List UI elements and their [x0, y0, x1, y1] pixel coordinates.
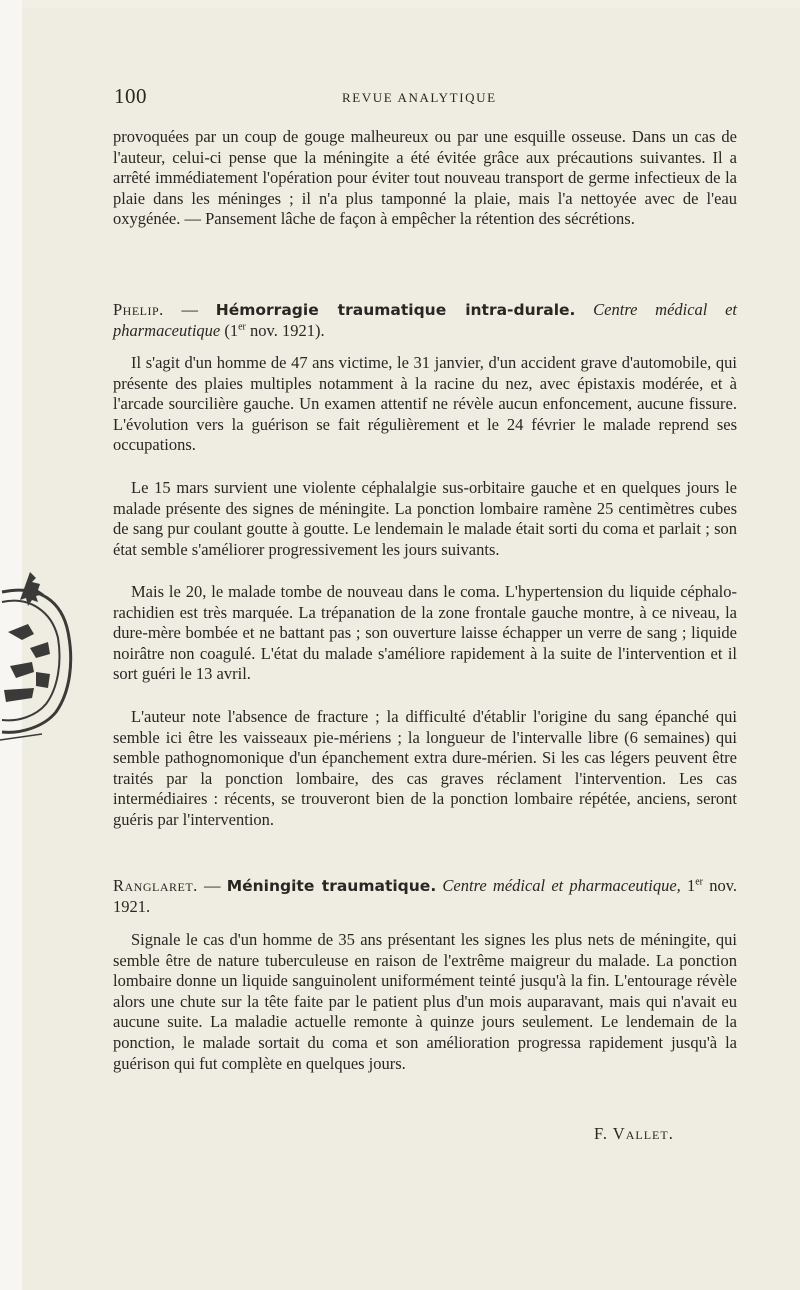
article-2-heading: [113, 876, 737, 917]
article-2-paragraph-1: Signale le cas d'un homme de 35 ans présentant les signes les plus nets de méningite, qui semble être de nature tuberculeuse en raison de l'extrême maigreur du malade. La ponction lombaire donne un liquide sanguinolent uniformément teinté jusqu'à la fin. L'entourage révèle alors une chute sur la tête faite par le patient plus d'un mois auparavant, mais qui n'avait eu aucune suite. La maladie actuelle remonte à quinze jours seulement. Le lendemain de la ponction, le malade sortait du coma et son amélioration progressa rapidement jusqu'à la guérison qui fut complète en quelques jours.: [113, 930, 737, 1073]
signature: F. Vallet.: [594, 1124, 674, 1143]
article-1-title: Hémorragie traumatique intra-durale.: [215, 301, 576, 319]
article-2-date-pre: 1: [680, 876, 696, 895]
article-1-paragraph-3: Mais le 20, le malade tombe de nouveau dans le coma. L'hypertension du liquide céphalo-rachidien est très marquée. La trépanation de la zone frontale gauche montre, à ce niveau, la dure-mère bombée et ne battant pas ; son ouverture laisse échapper un verre de sang ; liquide noirâtre non coagulé. L'état du malade s'améliore rapidement à la suite de l'intervention et il sort guéri le 13 avril.: [113, 582, 737, 684]
library-stamp-icon: [0, 562, 90, 742]
article-1-dash: —: [163, 300, 216, 319]
article-1-date-pre: (1: [220, 320, 239, 340]
article-2-title: Méningite traumatique.: [226, 877, 437, 895]
article-2-author: Ranglaret.: [113, 876, 198, 895]
article-1-date-sup: er: [238, 321, 246, 333]
article-2-dash: —: [197, 876, 227, 895]
article-1-paragraph-2: Le 15 mars survient une violente céphalalgie sus-orbitaire gauche et en quelques jours le malade présente des signes de méningite. La ponction lombaire ramène 25 centimètres cubes de sang pur coulant goutte à goutte. Le lendemain le malade était sorti du coma et parlait ; son état semble s'améliorer progressivement les jours suivants.: [113, 478, 737, 559]
page-number: 100: [114, 84, 147, 108]
article-1-paragraph-4: L'auteur note l'absence de fracture ; la difficulté d'établir l'origine du sang épanché qui semble ici être les vaisseaux pie-mériens ; la longueur de l'intervalle libre (6 semaines) qui semble pathognomonique d'un épanchement extra dure-mérien. Si les cas légers peuvent être traités par la ponction lombaire, des cas graves réclament l'intervention. Les cas intermédiaires : récents, se trouveront bien de la ponction lombaire répétée, anciens, seront guéris par l'intervention.: [113, 707, 737, 829]
article-1-author: Phelip.: [113, 300, 164, 319]
article-1-date-post: nov. 1921).: [245, 320, 325, 340]
article-1-paragraph-1: Il s'agit d'un homme de 47 ans victime, le 31 janvier, d'un accident grave d'automobile, qui présente des plaies multiples notamment à la racine du nez, avec épistaxis modérée, et à l'arcade sourcilière gauche. Un examen attentif ne révèle aucun enfoncement, aucune fissure. L'évolution vers la guérison se fait régulièrement et le 24 février le malade reprend ses occupations.: [113, 353, 737, 455]
running-head: REVUE ANALYTIQUE: [342, 90, 497, 105]
article-2-journal: Centre médical et pharmaceutique,: [442, 876, 681, 895]
article-1-journal: Centre médical et pharmaceutique: [113, 300, 738, 340]
article-1-heading: [113, 300, 737, 341]
intro-paragraph: provoquées par un coup de gouge malheureux ou par une esquille osseuse. Dans un cas de l'auteur, celui-ci pense que la méningite a été évitée grâce aux précautions suivantes. Il a arrêté immédiatement l'opération pour éviter tout nouveau transport de germe infectieux de la plaie dans les méninges ; il n'a plus tamponné la plaie, mais l'a nettoyée avec de l'eau oxygénée. — Pansement lâche de façon à empêcher la rétention des sécrétions.: [113, 127, 737, 229]
article-2-date-post: nov. 1921.: [113, 876, 738, 916]
article-2-date-sup: er: [695, 876, 704, 888]
